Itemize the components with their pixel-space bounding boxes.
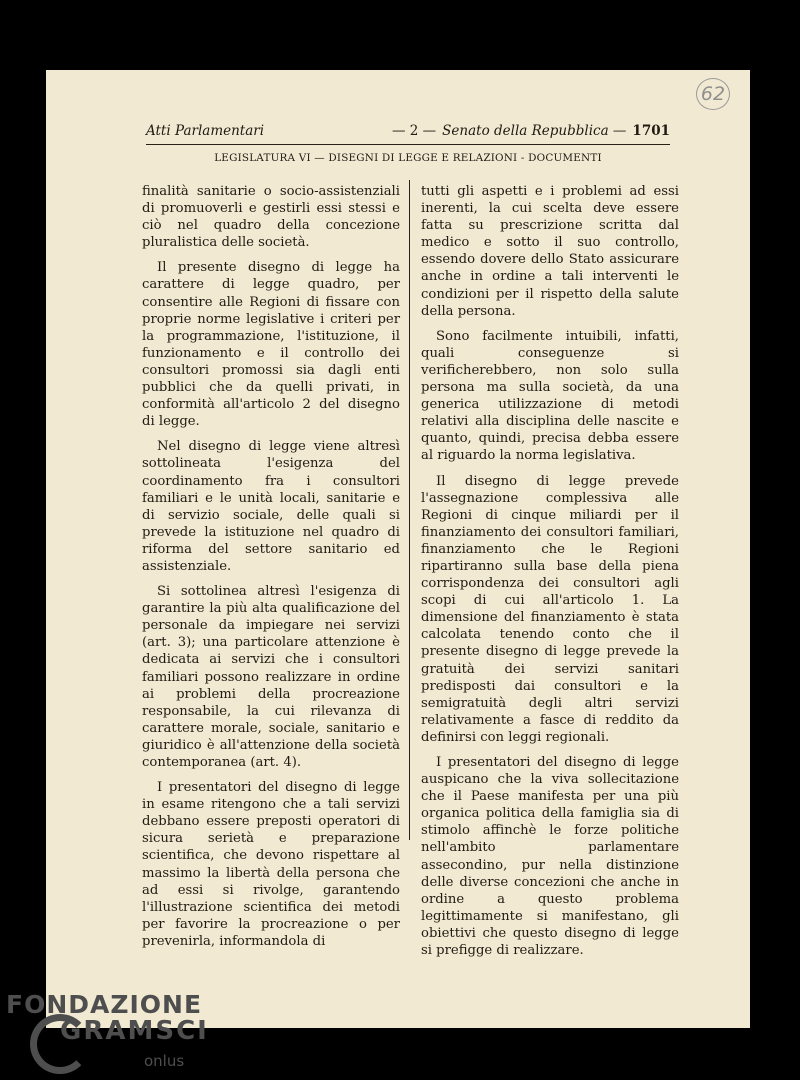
document-page — [46, 70, 750, 1028]
paragraph: I presentatori del disegno di legge auspicano che la viva sollecitazione che il Paese manifesta per una più organica politica della famiglia sia di stimolo affinchè le forze politiche nell'ambito parlamentare assecondino, pur nella distinzione delle diverse concezioni che anche in ordine a questo problema legittimamente si manifestano, gli obiettivi che questo disegno di legge si prefigge di realizzare. — [421, 755, 679, 959]
paragraph: I presentatori del disegno di legge in esame ritengono che a tali servizi debbano essere preposti operatori di sicura serietà e preparazione scientifica, che devono rispettare al massimo la libertà della persona che ad essi si rivolge, garantendo l'illustrazione scientifica dei metodi per favorire la procreazione o per prevenirla, informandola di — [142, 780, 400, 949]
header-right — [442, 123, 670, 139]
watermark-logo — [0, 990, 240, 1080]
header-page-number: — 2 — — [392, 123, 437, 139]
subheader: LEGISLATURA VI — DISEGNI DI LEGGE E RELAZIONI - DOCUMENTI — [214, 152, 602, 164]
column-divider — [409, 180, 410, 840]
header-doc-number: 1701 — [632, 123, 670, 139]
paragraph: Nel disegno di legge viene altresì sottolineata l'esigenza del coordinamento fra i consultori familiari e le unità locali, sanitarie e di servizio sociale, delle quali si prevede la istituzione nel quadro di riforma del settore sanitario ed assistenziale. — [142, 439, 400, 574]
header-right-title: Senato della Repubblica — — [442, 123, 627, 139]
header-left: Atti Parlamentari — [146, 123, 265, 139]
watermark-line1: FONDAZIONE — [6, 990, 203, 1019]
page-number-stamp: 62 — [696, 78, 730, 110]
header-rule — [146, 144, 670, 145]
right-column — [421, 183, 679, 967]
watermark-line2: GRAMSCI — [60, 1016, 209, 1046]
watermark-line3: onlus — [144, 1052, 185, 1070]
paragraph: Sono facilmente intuibili, infatti, quali conseguenze si verificherebbero, non solo sulla persona ma sulla società, da una generica utilizzazione di metodi relativi alla disciplina delle nascite e quanto, quindi, precisa debba essere al riguardo la norma legislativa. — [421, 328, 679, 464]
paragraph: Il presente disegno di legge ha carattere di legge quadro, per consentire alle Regioni di fissare con proprie norme legislative i criteri per la programmazione, l'istituzione, il funzionamento e il controllo dei consultori promossi sia dagli enti pubblici che da quelli privati, in conformità all'articolo 2 del disegno di legge. — [142, 260, 400, 430]
running-header — [146, 123, 670, 143]
left-column — [142, 183, 400, 958]
paragraph: Si sottolinea altresì l'esigenza di garantire la più alta qualificazione del personale da impiegare nei servizi (art. 3); una particolare attenzione è dedicata ai servizi che i consultori familiari possono realizzare in ordine ai problemi della procreazione responsabile, la cui rilevanza di carattere morale, sociale, sanitario e giuridico è all'attenzione della società contemporanea (art. 4). — [142, 584, 400, 770]
paragraph: tutti gli aspetti e i problemi ad essi inerenti, la cui scelta deve essere fatta su prescrizione scritta dal medico e sotto il suo controllo, essendo dovere dello Stato assicurare anche in ordine a tali interventi le condizioni per il rispetto della salute della persona. — [421, 184, 679, 319]
paragraph: Il disegno di legge prevede l'assegnazione complessiva alle Regioni di cinque miliardi per il finanziamento dei consultori familiari, finanziamento che le Regioni ripartiranno sulla base della piena corrispondenza dei consultori agli scopi di cui all'articolo 1. La dimensione del finanziamento è stata calcolata tenendo conto che il presente disegno di legge prevede la gratuità dei servizi sanitari predisposti dai consultori e la semigratuità degli altri servizi relativamente a fasce di reddito da definirsi con leggi regionali. — [421, 473, 679, 745]
paragraph: finalità sanitarie o socio-assistenziali di promuoverli e gestirli essi stessi e ciò nel quadro della concezione pluralistica delle società. — [142, 184, 400, 251]
